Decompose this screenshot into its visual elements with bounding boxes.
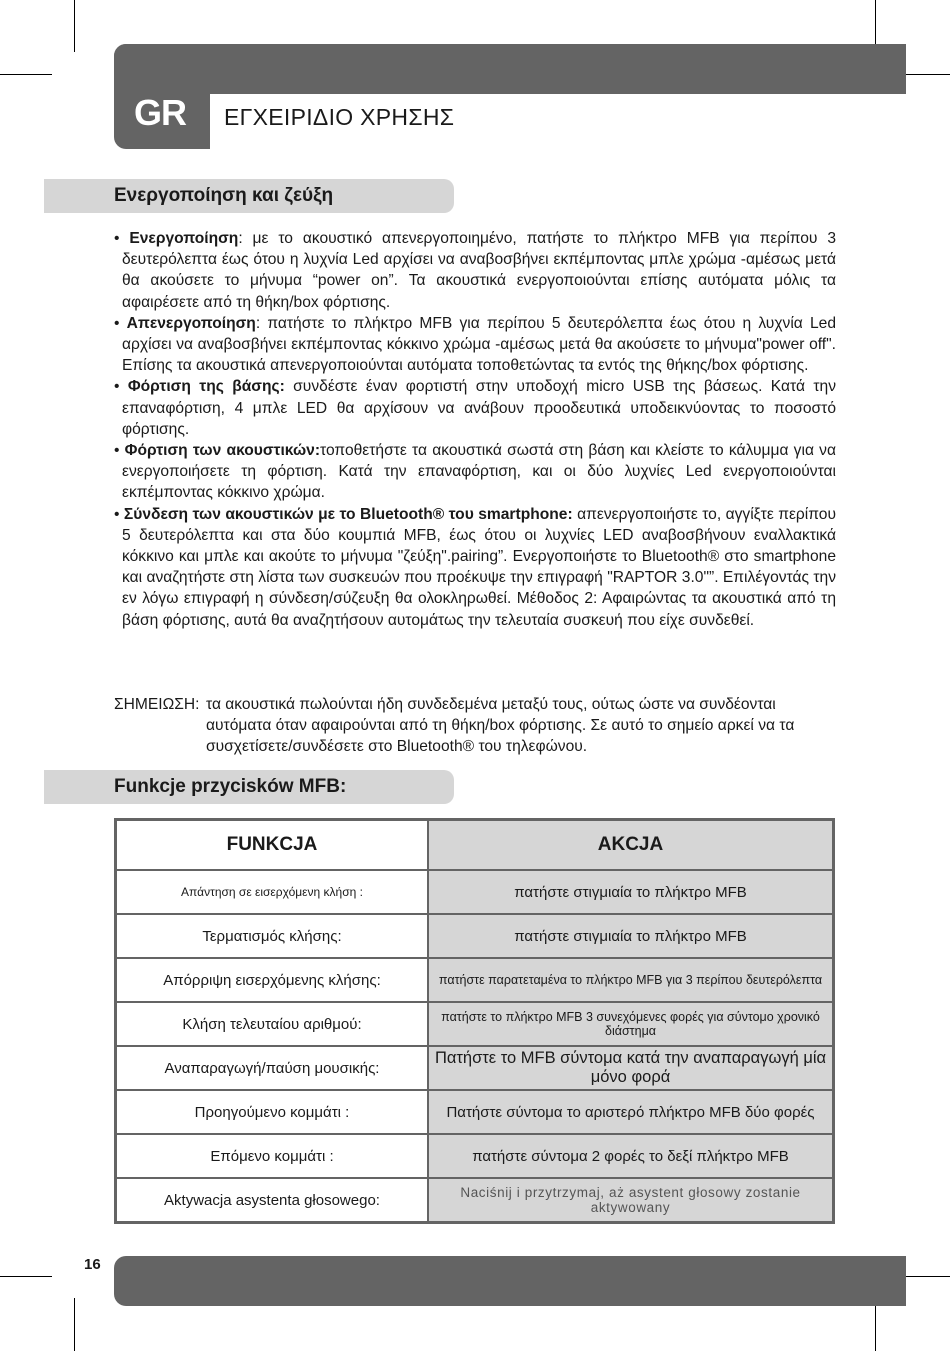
list-item: • Απενεργοποίηση: πατήστε το πλήκτρο MFB για περίπου 5 δευτερόλεπτα έως ότου η λυχνία Led αρχίσει να αναβοσβήνει εκπέμποντας κόκκινο χρώμα -αμέσως μετά θα ακούσετε το μήνυμα"power off". Επίσης τα ακουστικά απενεργοποιούνται αυτόματα τοποθετώντας τα εντός της θήκης/box φόρτισης.: [114, 314, 837, 375]
table-row: [116, 870, 834, 914]
item-term: Φόρτιση των ακουστικών:: [124, 442, 321, 460]
mfb-functions-table: [114, 818, 835, 1224]
instructions-list: [114, 228, 836, 631]
action-cell: πατήστε παρατεταμένα το πλήκτρο MFB για 3 περίπου δευτερόλεπτα: [428, 958, 834, 1002]
section-title: Ενεργοποίηση και ζεύξη: [114, 185, 334, 206]
item-text: : πατήστε το πλήκτρο MFB για περίπου 5 δευτερόλεπτα έως ότου η λυχνία Led αρχίσει να αναβοσβήνει εκπέμποντας κόκκινο χρώμα -αμέσως μετά θα ακούσετε το μήνυμα"power off". Επίσης τα ακουστικά απενεργοποιούνται αυτόματα τοποθετώντας τα εντός της θήκης/box φόρτισης.: [122, 314, 837, 375]
function-cell: Aktywacja asystenta głosowego:: [116, 1178, 429, 1223]
table-row: [116, 914, 834, 958]
function-cell: Απόρριψη εισερχόμενης κλήσης:: [116, 958, 429, 1002]
item-term: Απενεργοποίηση: [126, 314, 256, 332]
table-header-row: [116, 820, 834, 871]
action-cell: Naciśnij i przytrzymaj, aż asystent głosowy zostanie aktywowany: [428, 1178, 834, 1223]
function-cell: Επόμενο κομμάτι :: [116, 1134, 429, 1178]
column-header-action: AKCJA: [428, 820, 834, 871]
section-title: Funkcje przycisków MFB:: [114, 776, 347, 797]
crop-mark: [0, 74, 52, 75]
action-cell: πατήστε στιγμιαία το πλήκτρο MFB: [428, 914, 834, 958]
list-item: • Ενεργοποίηση: με το ακουστικό απενεργοποιημένο, πατήστε το πλήκτρο MFB για περίπου 3 δευτερόλεπτα έως ότου η λυχνία Led αρχίσει να αναβοσβήνει εκπέμποντας μπλε χρώμα -αμέσως μετά θα ακούσετε το μήνυμα “power on”. Τα ακουστικά ενεργοποιούνται επίσης αυτόματα μόλις τα αφαιρέσετε από τη θήκη/box φόρτισης.: [114, 230, 836, 311]
crop-mark: [0, 1276, 52, 1277]
footer-bar: [114, 1256, 906, 1306]
header-bar: [114, 44, 906, 94]
function-cell: Κλήση τελευταίου αριθμού:: [116, 1002, 429, 1046]
function-cell: Αναπαραγωγή/παύση μουσικής:: [116, 1046, 429, 1090]
note-text: τα ακουστικά πωλούνται ήδη συνδεδεμένα μεταξύ τους, ούτως ώστε να συνδέονται αυτόματα όταν αφαιρούνται από τη θήκη/box φόρτισης. Σε αυτό το σημείο αρκεί να τα συσχετίσετε/συνδέσετε στο Bluetooth® του τηλεφώνου.: [206, 696, 795, 756]
table-row: [116, 1090, 834, 1134]
item-text: συνδέστε έναν φορτιστή στην υποδοχή micro USB της βάσεως. Κατά την επαναφόρτιση, 4 μπλε LED θα αρχίσουν να ανάβουν προοδευτικά υποδεικνύοντας το ποσοστό φόρτισης.: [122, 378, 836, 438]
function-cell: Απάντηση σε εισερχόμενη κλήση :: [116, 870, 429, 914]
table-row: [116, 1178, 834, 1223]
item-text: απενεργοποιήστε το, αγγίξτε περίπου 5 δευτερόλεπτα και στα δύο κουμπιά MFB, έως ότου οι λυχνίες LED αναβοσβήνουν εναλλακτικά κόκκινο και μπλε και ακούτε το μήνυμα "ζεύξη".pairing”. Ενεργοποιήστε το Bluetooth® στο smartphone και αναζητήστε στη λίστα των συσκευών που προέκυψε την επιγραφή "RAPTOR 3.0"”. Επιλέγοντάς την εν λόγω επιγραφή η σύνδεση/σύζευξη θα ολοκληρωθεί. Μέθοδος 2: Αφαιρώντας τα ακουστικά από τη βάση φόρτισης, αυτά θα αναζητήσουν αυτομάτως την τελευταία συσκευή που είχε συνδεθεί.: [122, 505, 837, 629]
item-text: τοποθετήστε τα ακουστικά σωστά στη βάση και κλείστε το κάλυμμα για να ενεργοποιήσετε τη φόρτιση. Κατά την επαναφόρτιση, και οι δύο λυχνίες Led ενεργοποιούνται εκπέμποντας κόκκινο χρώμα.: [122, 442, 836, 502]
action-cell: Πατήστε το MFB σύντομα κατά την αναπαραγωγή μία μόνο φορά: [428, 1046, 834, 1090]
list-item: • Σύνδεση των ακουστικών με το Bluetooth® του smartphone: απενεργοποιήστε το, αγγίξτε περίπου 5 δευτερόλεπτα και στα δύο κουμπιά MFB, έως ότου οι λυχνίες LED αναβοσβήνουν εναλλακτικά κόκκινο και μπλε και ακούτε το μήνυμα "ζεύξη".pairing”. Ενεργοποιήστε το Bluetooth® στο smartphone και αναζητήστε στη λίστα των συσκευών που προέκυψε την επιγραφή "RAPTOR 3.0"”. Επιλέγοντάς την εν λόγω επιγραφή η σύνδεση/σύζευξη θα ολοκληρωθεί. Μέθοδος 2: Αφαιρώντας τα ακουστικά από τη βάση φόρτισης, αυτά θα αναζητήσουν αυτομάτως την τελευταία συσκευή που είχε συνδεθεί.: [114, 505, 837, 629]
function-cell: Προηγούμενο κομμάτι :: [116, 1090, 429, 1134]
item-term: Φόρτιση της βάσης:: [127, 378, 285, 396]
language-code: GR: [134, 92, 186, 133]
action-cell: Πατήστε σύντομα το αριστερό πλήκτρο MFB δύο φορές: [428, 1090, 834, 1134]
action-cell: πατήστε στιγμιαία το πλήκτρο MFB: [428, 870, 834, 914]
page-title: ΕΓΧΕΙΡΙΔΙΟ ΧΡΗΣΗΣ: [224, 104, 455, 130]
function-cell: Τερματισμός κλήσης:: [116, 914, 429, 958]
list-item: • Φόρτιση της βάσης: συνδέστε έναν φορτιστή στην υποδοχή micro USB της βάσεως. Κατά την επαναφόρτιση, 4 μπλε LED θα αρχίσουν να ανάβουν προοδευτικά υποδεικνύοντας το ποσοστό φόρτισης.: [114, 378, 836, 438]
action-cell: πατήστε σύντομα 2 φορές το δεξί πλήκτρο MFB: [428, 1134, 834, 1178]
list-item: • Φόρτιση των ακουστικών:τοποθετήστε τα ακουστικά σωστά στη βάση και κλείστε το κάλυμμα για να ενεργοποιήσετε τη φόρτιση. Κατά την επαναφόρτιση, και οι δύο λυχνίες Led ενεργοποιούνται εκπέμποντας κόκκινο χρώμα.: [114, 442, 836, 502]
crop-mark: [74, 0, 75, 52]
item-term: Ενεργοποίηση: [129, 230, 239, 247]
note-label: ΣΗΜΕΙΩΣΗ:: [114, 696, 200, 713]
item-term: Σύνδεση των ακουστικών με το Bluetooth® του smartphone:: [123, 505, 573, 523]
page-number: 16: [84, 1256, 101, 1273]
crop-mark: [74, 1298, 75, 1351]
table-row: [116, 958, 834, 1002]
table-row: [116, 1002, 834, 1046]
column-header-function: FUNKCJA: [116, 820, 429, 871]
note: [114, 694, 836, 758]
action-cell: πατήστε το πλήκτρο MFB 3 συνεχόμενες φορές για σύντομο χρονικό διάστημα: [428, 1002, 834, 1046]
table-row: [116, 1134, 834, 1178]
table-row: [116, 1046, 834, 1090]
item-text: : με το ακουστικό απενεργοποιημένο, πατήστε το πλήκτρο MFB για περίπου 3 δευτερόλεπτα έως ότου η λυχνία Led αρχίσει να αναβοσβήνει εκπέμποντας μπλε χρώμα -αμέσως μετά θα ακούσετε το μήνυμα “power on”. Τα ακουστικά ενεργοποιούνται επίσης αυτόματα μόλις τα αφαιρέσετε από τη θήκη/box φόρτισης.: [122, 230, 836, 311]
